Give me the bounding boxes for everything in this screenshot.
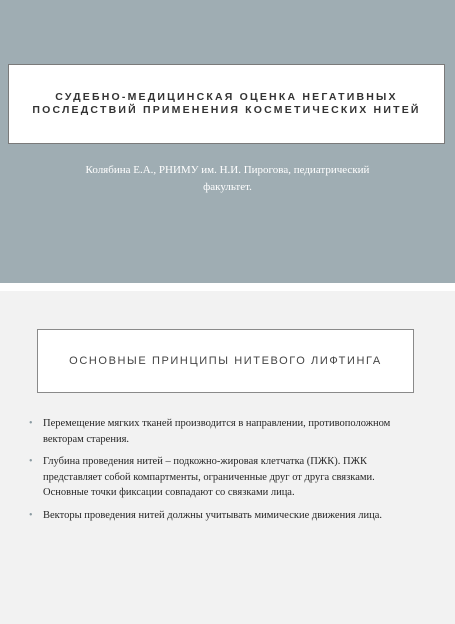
bullet-item <box>27 454 407 501</box>
bullet-text: Глубина проведения нитей – подкожно-жировая клетчатка (ПЖК). ПЖК представляет собой компартменты, ограниченные друг от друга связками. Основные точки фиксации совпадают со связками лица. <box>43 456 375 498</box>
title-box <box>8 64 445 144</box>
slide-divider <box>0 283 455 291</box>
author-subtitle: Колябина Е.А., РНИМУ им. Н.И. Пирогова, педиатрический факультет. <box>85 164 370 193</box>
title-slide <box>0 0 455 283</box>
bullet-icon: • <box>29 418 33 429</box>
heading-box <box>37 329 414 393</box>
title-line-1: СУДЕБНО-МЕДИЦИНСКАЯ ОЦЕНКА НЕГАТИВНЫХ <box>55 91 398 103</box>
slide-title <box>32 91 420 117</box>
title-line-2: ПОСЛЕДСТВИЙ ПРИМЕНЕНИЯ КОСМЕТИЧЕСКИХ НИТЕЙ <box>32 104 421 116</box>
bullet-icon: • <box>29 456 33 467</box>
bullet-list <box>27 416 407 530</box>
bullet-item <box>27 416 407 447</box>
content-slide <box>0 291 455 624</box>
bullet-text: Перемещение мягких тканей производится в направлении, противоположном векторам старения. <box>43 418 391 445</box>
section-heading: ОСНОВНЫЕ ПРИНЦИПЫ НИТЕВОГО ЛИФТИНГА <box>69 355 382 367</box>
bullet-text: Векторы проведения нитей должны учитывать мимические движения лица. <box>43 509 383 521</box>
bullet-item <box>27 508 407 524</box>
bullet-icon: • <box>29 509 33 521</box>
